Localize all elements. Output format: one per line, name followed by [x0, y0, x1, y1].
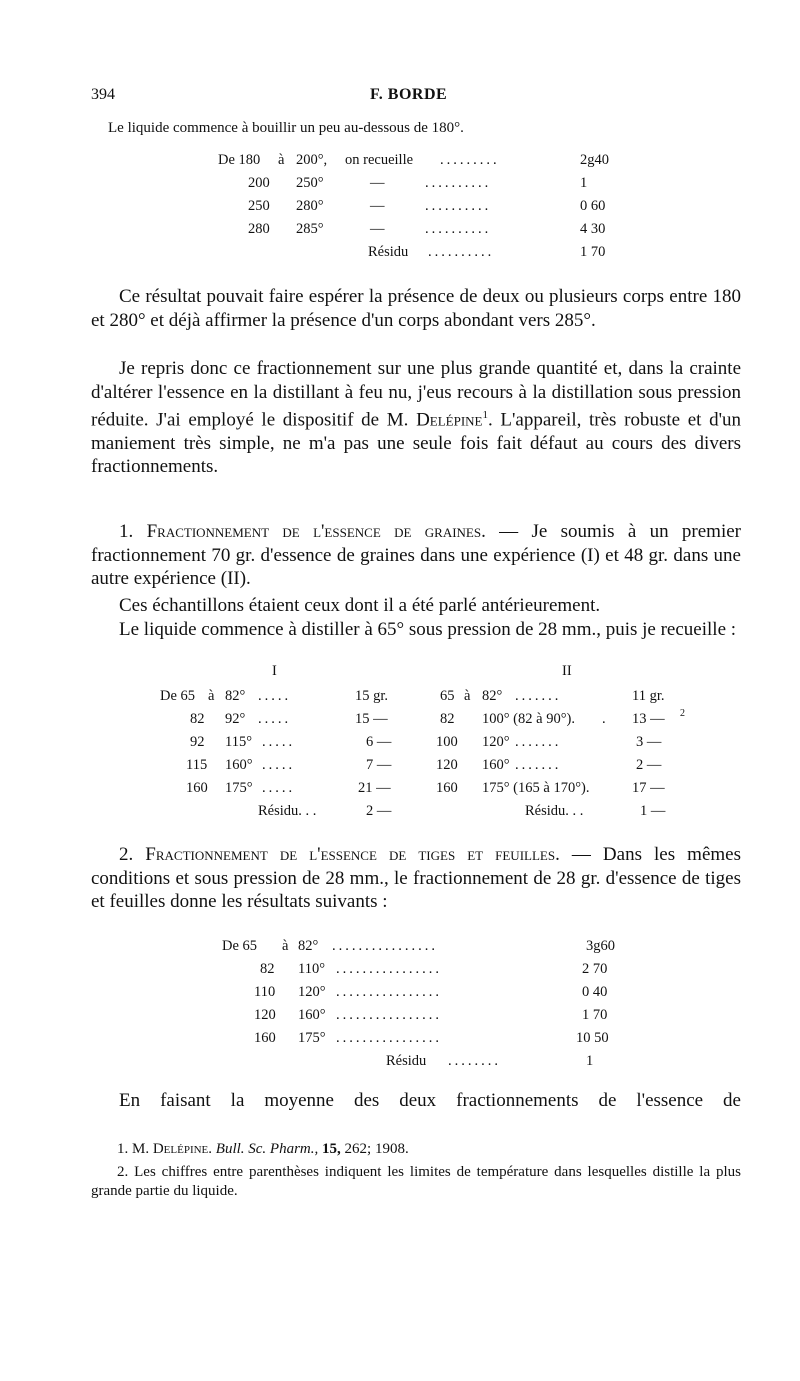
- footnote-ref: 2: [680, 708, 685, 719]
- section-2: 2. Fractionnement de l'essence de tiges et feuilles. — Dans les mêmes conditions et sous pression de 28 mm., le fractionnement de 28 gr. d'essence de tiges et feuilles donne les résultats suivants :: [91, 844, 741, 912]
- section-number: 1.: [119, 521, 134, 542]
- section-heading: Fractionnement de l'essence de tiges et feuilles.: [145, 844, 560, 865]
- section-number: 2.: [119, 844, 134, 865]
- paragraph-last: En faisant la moyenne des deux fractionnements de l'essence de: [119, 1090, 741, 1111]
- paragraph-4: Le liquide commence à distiller à 65° sous pression de 28 mm., puis je recueille :: [119, 619, 737, 640]
- column-header-II: II: [562, 663, 572, 679]
- running-title: F. BORDE: [370, 86, 448, 103]
- section-heading: Fractionnement de l'essence de graines.: [146, 521, 486, 542]
- page-number: 394: [91, 86, 115, 103]
- intro-line: Le liquide commence à bouillir un peu au-dessous de 180°.: [108, 120, 464, 136]
- paragraph-2: Je repris donc ce fractionnement sur une plus grande quantité et, dans la crainte d'altérer l'essence en la distillant à feu nu, j'eus recours à la distillation sous pression réduite. J'ai employé le dispositif de M. Delépine$^1$. L'appareil, très robuste et d'un maniement très simple, ne m'a pas une seule fois fait défaut au cours des divers fractionnements.: [91, 358, 741, 478]
- paragraph-3: Ces échantillons étaient ceux dont il a été parlé antérieurement.: [119, 595, 601, 616]
- column-header-I: I: [272, 663, 277, 679]
- footnote-2: 2. Les chiffres entre parenthèses indiquent les limites de température dans lesquelles distille la plus grande partie du liquide.: [91, 1164, 742, 1199]
- author-name: Delépine: [416, 409, 483, 431]
- section-1: 1. Fractionnement de l'essence de graines. — Je soumis à un premier fractionnement 70 gr. d'essence de graines dans une expérience (I) et 48 gr. dans une autre expérience (II).: [91, 521, 741, 589]
- book-page: 394 F. BORDE Le liquide commence à bouillir un peu au-dessous de 180°. De 180 à 200°, on recueille ......... 2g40 200 250° — .......... 1 250 280° — .......... 0 60 280 285° — .......... 4 30 Résidu .......... 1 70 Ce résultat pouvait faire espérer la présence de deux ou plusieurs corps entre 180 et 280° et déjà affirmer la présence d'un corps abondant vers 285°. Je repris donc ce fractionnement sur une plus grande quantité et, dans la crainte d'altérer l'essence en la distillant à feu nu, j'eus recours à la distillation sous pression réduite. J'ai employé le dispositif de M. Delépine$^1$. L'appareil, très robuste et d'un maniement très simple, ne m'a pas une seule fois fait défaut au cours des divers fractionnements. 1. Fractionnement de l'essence de graines. — Je soumis à un premier fractionnement 70 gr. d'essence de graines dans une expérience (I) et 48 gr. dans une autre expérience (II). Ces échantillons étaient ceux dont il a été parlé antérieurement. Le liquide commence à distiller à 65° sous pression de 28 mm., puis je recueille : I II De 65 à 82° ..... 15 gr. 65 à 82° ....... 11 gr. 82 92° ..... 15 — 82 100° (82 à 90°). . 13 — 2 92 115° ..... 6 — 100 120° ....... 3 — 115 160° ..... 7 — 120 160° ....... 2 — 160 175° ..... 21 — 160 175° (165 à 170°). 17 — Résidu. . . 2 — Résidu. . . 1 — 2. Fractionnement de l'essence de tiges et feuilles. — Dans les mêmes conditions et sous pression de 28 mm., le fractionnement de 28 gr. d'essence de tiges et feuilles donne les résultats suivants : De 65 à 82° ................ 3g60 82 110° ................ 2 70 110 120° ................ 0 40 120 160° ................ 1 70 160 175° ................ 10 50 Résidu ........ 1 En faisant la moyenne des deux fractionnements de l'essence de 1. M. Delépine. Bull. Sc. Pharm., 15, 262; 1908. 2. Les chiffres entre parenthèses indiquent les limites de température dans lesquelles distille la plus grande partie du liquide.: [91, 86, 742, 1199]
- footnote-ref: 1: [482, 409, 488, 421]
- footnote-1: 1. M. Delépine. Bull. Sc. Pharm., 15, 262; 1908.: [117, 1141, 409, 1157]
- paragraph-1: Ce résultat pouvait faire espérer la présence de deux ou plusieurs corps entre 180 et 280° et déjà affirmer la présence d'un corps abondant vers 285°.: [91, 286, 741, 331]
